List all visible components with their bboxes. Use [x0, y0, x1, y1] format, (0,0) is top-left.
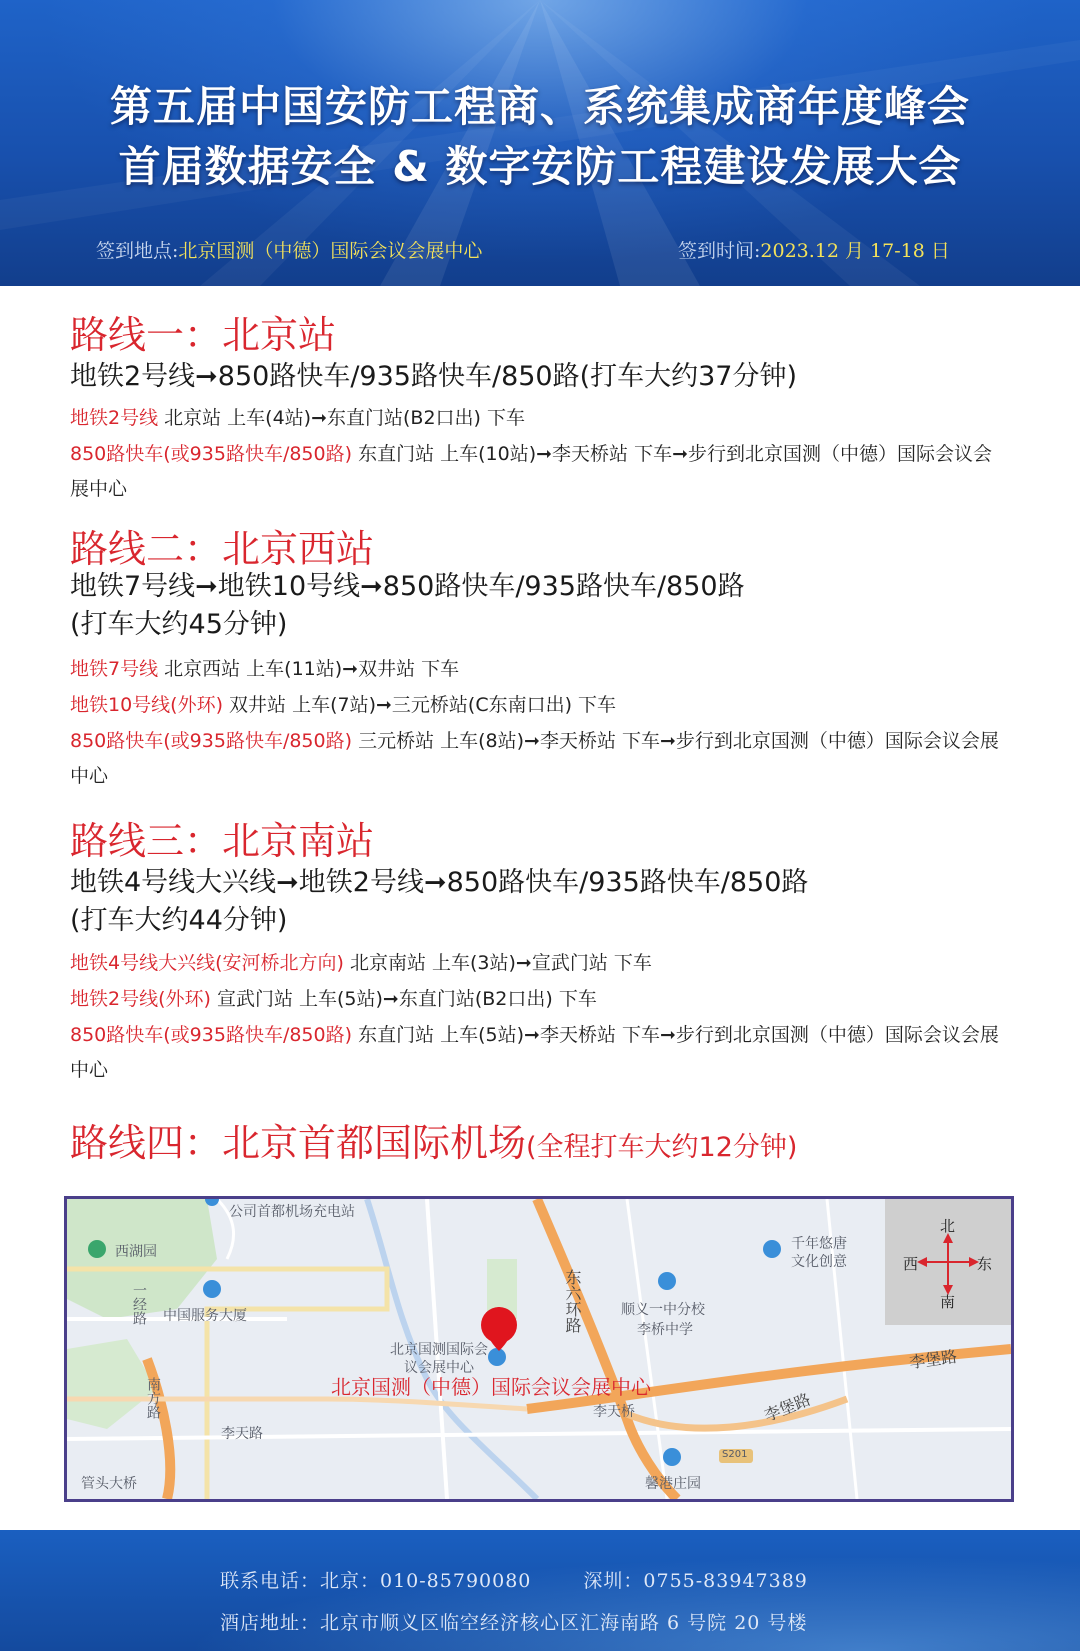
map-label-zhongguo: 中国服务大厦: [163, 1308, 247, 1324]
map-label-liqiao: 李桥中学: [637, 1322, 693, 1338]
map-label-venue-small: 北京国测国际会议会展中心: [390, 1342, 488, 1376]
route3-step2-detail: 宣武门站 上车(5站)➞东直门站(B2口出) 下车: [210, 988, 597, 1010]
map-label-nanfang: 南方路: [145, 1377, 161, 1419]
route4-title-text: 路线四：北京首都国际机场: [70, 1121, 527, 1165]
route4-title: [70, 1112, 797, 1167]
map-label-s201: S201: [722, 1449, 748, 1460]
route3-summary-2: (打车大约44分钟): [70, 905, 288, 936]
route2-title: 路线二：北京西站: [70, 527, 375, 571]
footer-banner: [0, 1530, 1080, 1651]
route3-title: 路线三：北京南站: [70, 819, 375, 863]
route3-step2: [70, 982, 1010, 1017]
checkin-location-value: 北京国测（中德）国际会议会展中心: [178, 240, 483, 262]
map-label-yijing: 一经路: [131, 1283, 147, 1325]
map-label-donglu: 东六环路: [563, 1269, 582, 1333]
map-label-venue: 北京国测（中德）国际会议会展中心: [331, 1375, 651, 1399]
map-label-xinggang: 馨港庄园: [645, 1476, 701, 1492]
route3-step1-detail: 北京南站 上车(3站)➞宣武门站 下车: [343, 952, 652, 974]
route2-step2-line: 地铁10号线(外环): [70, 694, 224, 716]
route3-step1: [70, 946, 1010, 981]
route3-step3: [70, 1018, 1010, 1088]
map-label-shunyi: 顺义一中分校: [621, 1302, 705, 1318]
route1-step1-line: 地铁2号线: [70, 407, 159, 429]
route2-step1-line: 地铁7号线: [70, 658, 159, 680]
route3-step1-line: 地铁4号线大兴线(安河桥北方向): [70, 952, 344, 974]
route3-step2-line: 地铁2号线(外环): [70, 988, 211, 1010]
route2-step1: [70, 652, 1010, 687]
location-map[interactable]: [64, 1196, 1014, 1502]
route1-step1-detail: 北京站 上车(4站)➞东直门站(B2口出) 下车: [158, 407, 525, 429]
route1-summary: 地铁2号线➞850路快车/935路快车/850路(打车大约37分钟): [70, 361, 798, 392]
route2-step3: [70, 724, 1010, 794]
footer-phone-shenzhen: 深圳：0755-83947389: [583, 1570, 808, 1592]
checkin-location-label: 签到地点:: [96, 240, 179, 262]
route1-title: 路线一：北京站: [70, 313, 337, 357]
compass-south: 南: [940, 1293, 956, 1311]
map-label-litian-road: 李天路: [221, 1426, 263, 1442]
footer-address: 酒店地址：北京市顺义区临空经济核心区汇海南路 6 号院 20 号楼: [220, 1612, 808, 1634]
title-line-2: 首届数据安全 & 数字安防工程建设发展大会: [118, 142, 962, 191]
route1-step2: [70, 437, 1010, 507]
map-label-libao-1: 李堡路: [908, 1346, 959, 1373]
route2-step3-line: 850路快车(或935路快车/850路): [70, 730, 353, 752]
route2-step2-detail: 双井站 上车(7站)➞三元桥站(C东南口出) 下车: [223, 694, 617, 716]
compass-east: 东: [977, 1255, 993, 1273]
route3-step3-line: 850路快车(或935路快车/850路): [70, 1024, 353, 1046]
route4-taxi-note: (全程打车大约12分钟): [526, 1132, 798, 1163]
map-label-libao-2: 李堡路: [761, 1389, 814, 1426]
map-label-xihu: 西湖园: [115, 1244, 157, 1260]
map-roads: [67, 1199, 1011, 1499]
route3-summary-1: 地铁4号线大兴线➞地铁2号线➞850路快车/935路快车/850路: [70, 867, 809, 898]
checkin-time: [678, 236, 950, 263]
route2-step2: [70, 688, 1010, 723]
route1-step2-line: 850路快车(或935路快车/850路): [70, 443, 353, 465]
checkin-time-label: 签到时间:: [678, 240, 761, 262]
footer-phone: [220, 1566, 808, 1593]
map-label-qiannian: 千年悠唐文化创意: [791, 1236, 847, 1270]
checkin-time-value: 2023.12 月 17-18 日: [760, 240, 950, 262]
route2-summary-2: (打车大约45分钟): [70, 609, 288, 640]
map-label-litianqiao: 李天桥: [593, 1404, 635, 1420]
footer-phone-beijing: 联系电话：北京：010-85790080: [220, 1570, 532, 1592]
compass-north: 北: [940, 1217, 956, 1235]
checkin-location: [96, 236, 482, 263]
route1-step1: [70, 401, 1010, 436]
route3-step3-detail: 东直门站 上车(5站)➞李天桥站 下车➞步行到北京国测（中德）国际会议会展中心: [70, 1024, 999, 1081]
compass-west: 西: [903, 1255, 919, 1273]
route1-step2-detail: 东直门站 上车(10站)➞李天桥站 下车➞步行到北京国测（中德）国际会议会展中心: [70, 443, 992, 500]
route2-step3-detail: 三元桥站 上车(8站)➞李天桥站 下车➞步行到北京国测（中德）国际会议会展中心: [70, 730, 999, 787]
title-line-1: 第五届中国安防工程商、系统集成商年度峰会: [109, 82, 970, 131]
map-label-guantou: 管头大桥: [81, 1476, 137, 1492]
route2-summary-1: 地铁7号线➞地铁10号线➞850路快车/935路快车/850路: [70, 571, 745, 602]
header-banner: [0, 0, 1080, 286]
route2-step1-detail: 北京西站 上车(11站)➞双井站 下车: [158, 658, 460, 680]
map-label-charging: 公司首都机场充电站: [229, 1204, 355, 1220]
compass-rose: [885, 1199, 1011, 1325]
